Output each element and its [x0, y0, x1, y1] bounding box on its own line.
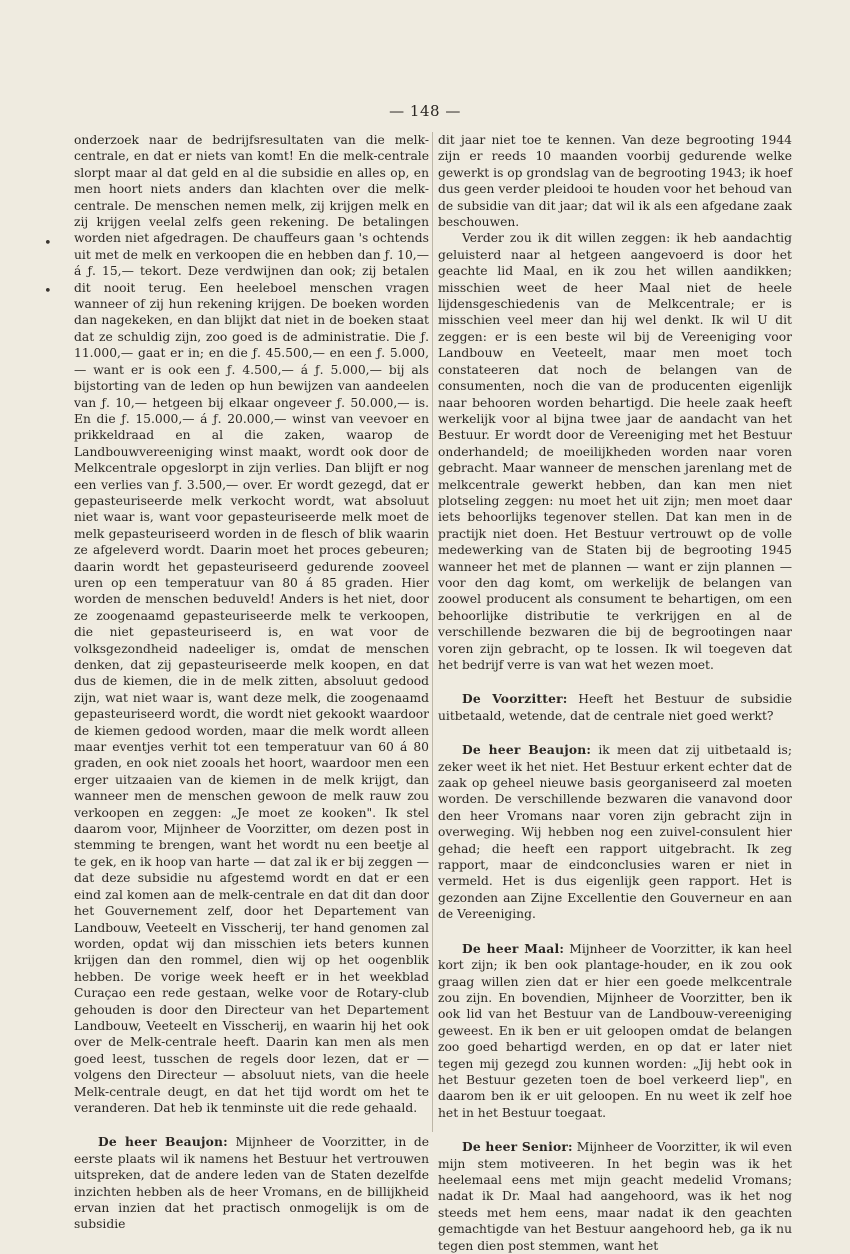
right-paragraph: dit jaar niet toe te kennen. Van deze begrooting 1944 zijn er reeds 10 maanden voorbij gedurende welke gewerkt is op grondslag van de begrooting 1943; ik hoef dus geen verder pleidooi te houden voor het behoud van de subsidie van dit jaar; dat wil ik als een afgedane zaak beschouwen.	[438, 133, 793, 230]
speech-voorzitter	[438, 691, 792, 724]
speech-beaujon-left	[74, 1134, 429, 1232]
speech-senior	[438, 1139, 792, 1254]
speaker-name: De Voorzitter:	[462, 691, 568, 707]
speech-text: ik meen dat zij uitbetaald is; zeker weet ik het niet. Het Bestuur erkent echter dat de zaak op geheel nieuwe basis georganiseerd zal moeten worden. De verschillende bezwaren die vanavond door den heer Vromans naar voren zijn gebracht zijn in overweging. Wij hebben nog een zuivel-consulent hier gehad; die heeft een rapport uitgebracht. Ik zeg rapport, maar de eindconclusies waren er niet in vermeld. Het is dus eigenlijk geen rapport. Het is gezonden aan Zijne Excellentie den Gouverneur en aan de Vereeniging.	[438, 743, 792, 922]
left-paragraph: onderzoek naar de bedrijfsresultaten van die melk-centrale, en dat er niets van komt! En die melk-centrale slorpt maar al dat geld en al die subsidie en alles op, en men hoort niets anders dan klachten over die melk-centrale. De menschen nemen melk, zij krijgen melk en zij krijgen veelal zelfs geen rekening. De betalingen worden niet afgedragen. De chauffeurs gaan 's ochtends uit met de melk en verkoopen die en hebben dan ƒ. 10,— á ƒ. 15,— tekort. Deze verdwijnen dan ook; zij betalen dit nooit terug. Een heeleboel menschen vragen wanneer of zij hun rekening krijgen. De boeken worden dan nagekeken, en dan blijkt dat niet in de boeken staat dat ze schuldig zijn, zoo goed is de administratie. Die ƒ. 11.000,— gaat er in; en die ƒ. 45.500,— en een ƒ. 5.000,— want er is ook een ƒ. 4.500,— á ƒ. 5.000,— bij als bijstorting van de leden op hun bewijzen van aandeelen van ƒ. 10,— hetgeen bij elkaar ongeveer ƒ. 50.000,— is. En die ƒ. 15.000,— á ƒ. 20.000,— winst van veevoer en prikkeldraad en al die zaken, waarop de Landbouwvereeniging winst maakt, wordt ook door de Melkcentrale opgeslorpt in zijn verlies. Dan blijft er nog een verlies van ƒ. 3.500,— over. Er wordt gezegd, dat er gepasteuriseerde melk verkocht wordt, wat absoluut niet waar is, want voor gepasteuriseerde melk moet de melk gepasteuriseerd worden in de flesch of blik waarin ze afgeleverd wordt. Daarin moet het proces gebeuren; daarin wordt het gepasteuriseerd gedurende zooveel uren op een temperatuur van 80 á 85 graden. Hier worden de menschen beduveld! Anders is het niet, door ze zoogenaamd gepasteuriseerde melk te verkoopen, die niet gepasteuriseerd is, en wat voor de volksgezondheid nadeeliger is, omdat de menschen denken, dat zij gepasteuriseerde melk koopen, en dat dus de kiemen, die in de melk zitten, absoluut gedood zijn, wat niet waar is, want deze melk, die zoogenaamd gepasteuriseerd wordt, die wordt niet gekookt waardoor de kiemen gedood worden, maar die melk wordt alleen maar eventjes verhit tot een temperatuur van 60 á 80 graden, en ook niet zooals het hoort, waardoor men een erger uitzaaien van de kiemen in de melk krijgt, dan wanneer men de menschen gewoon de melk rauw zou verkoopen en zeggen: „Je moet ze kooken". Ik stel daarom voor, Mijnheer de Voorzitter, om dezen post in stemming te brengen, want het wordt nu een beetje al te gek, en ik hoop van harte — dat zal ik er bij zeggen — dat deze subsidie nu afgestemd wordt en dat er een eind zal komen aan de melk-centrale en dat dit dan door het Gouvernement zelf, door het Departement van Landbouw, Veeteelt en Visscherij, ter hand genomen zal worden, opdat wij dan misschien iets beters kunnen krijgen dan den rommel, dien wij op het oogenblik hebben. De vorige week heeft er in het weekblad Curaçao een rede gestaan, welke voor de Rotary-club gehouden is door den Directeur van het Departement Landbouw, Veeteelt en Visscherij, en waarin hij het ook over de Melk-centrale heeft. Daarin kan men als men goed leest, tusschen de regels door lezen, dat er — volgens den Directeur — absoluut niets, van die heele Melk-centrale deugt, en dat het tijd wordt om het te veranderen. Dat heb ik tenminste uit die rede gehaald.	[74, 133, 429, 1115]
right-paragraph: Verder zou ik dit willen zeggen: ik heb aandachtig geluisterd naar al hetgeen aangevoerd is door het geachte lid Maal, en ik zou het willen aandikken; misschien weet de heer Maal niet de heele lijdensgeschiedenis van de Melkcentrale; er is misschien veel meer dan hij wel denkt. Ik wil U dit zeggen: er is een beste wil bij de Vereeniging voor Landbouw en Veeteelt, maar men moet toch constateeren dat noch de belangen van de consumenten, noch die van de producenten eigenlijk naar behooren worden behartigd. Die heele zaak heeft werkelijk voor al bijna twee jaar de aandacht van het Bestuur. Er wordt door de Vereeniging met het Bestuur onderhandeld; de moeilijkheden worden naar voren gebracht. Maar wanneer de menschen jarenlang met de melkcentrale gewerkt hebben, dan kan men niet plotseling zeggen: nu moet het uit zijn; men moet daar iets behoorlijks tegenover stellen. Dat kan men in de practijk niet doen. Het Bestuur vertrouwt op de volle medewerking van de Staten bij de begrooting 1945 wanneer het met de plannen — want er zijn plannen — voor den dag komt, om werkelijk de belangen van zoowel producent als consument te behartigen, om een behoorlijke distributie te verkrijgen en al de verschillende bezwaren die bij de begrootingen naar voren zijn gebracht, op te lossen. Ik wil toegeven dat het bedrijf verre is van wat het wezen moet.	[438, 231, 792, 672]
paragraph-gap	[438, 673, 792, 691]
paragraph-gap	[438, 724, 792, 742]
speaker-name: De heer Maal:	[462, 940, 565, 956]
speech-text: Heeft het Bestuur de subsidie uitbetaald, wetende, dat de centrale niet goed werkt?	[438, 692, 792, 723]
paragraph-gap	[438, 1121, 792, 1139]
margin-mark: •	[44, 284, 52, 299]
left-column	[74, 132, 429, 1233]
page-number: — 148 —	[389, 102, 461, 120]
margin-mark: •	[44, 236, 52, 251]
speaker-name: De heer Beaujon:	[462, 742, 592, 758]
column-divider	[432, 132, 433, 1132]
speech-beaujon-right	[438, 742, 792, 922]
speech-text: Mijnheer de Voorzitter, ik wil even mijn stem motiveeren. In het begin was ik het heelemaal eens met mijn geacht medelid Vromans; nadat ik Dr. Maal had aangehoord, was ik het nog steeds met hem eens, maar nadat ik den geachten gemachtigde van het Bestuur aangehoord heb, ga ik nu tegen dien post stemmen, want het	[438, 1140, 792, 1253]
right-column	[438, 132, 792, 1254]
paragraph-gap	[438, 923, 792, 941]
speech-maal	[438, 941, 792, 1121]
speech-text: Mijnheer de Voorzitter, ik kan heel kort zijn; ik ben ook plantage-houder, en ik zou ook graag willen zien dat er hier een goede melkcentrale zou zijn. En bovendien, Mijnheer de Voorzitter, ben ik ook lid van het Bestuur van de Landbouw-vereeniging geweest. En ik ben er uit geloopen omdat de belangen zoo goed behartigd werden, en op dat er later niet tegen mij gezegd zou kunnen worden: „Jij hebt ook in het Bestuur gezeten toen de boel verkeerd liep", en daarom ben ik er uit geloopen. En nu weet ik zelf hoe het in het Bestuur toegaat.	[438, 941, 792, 1120]
speaker-name: De heer Senior:	[462, 1139, 573, 1155]
speech-text: Mijnheer de Voorzitter, in de eerste plaats wil ik namens het Bestuur het vertrouwen uitspreken, dat de andere leden van de Staten dezelfde inzichten hebben als de heer Vromans, en de billijkheid ervan inzien dat het practisch onmogelijk is om de subsidie	[74, 1135, 429, 1232]
speaker-name: De heer Beaujon:	[98, 1134, 228, 1150]
paragraph-gap	[74, 1116, 429, 1134]
